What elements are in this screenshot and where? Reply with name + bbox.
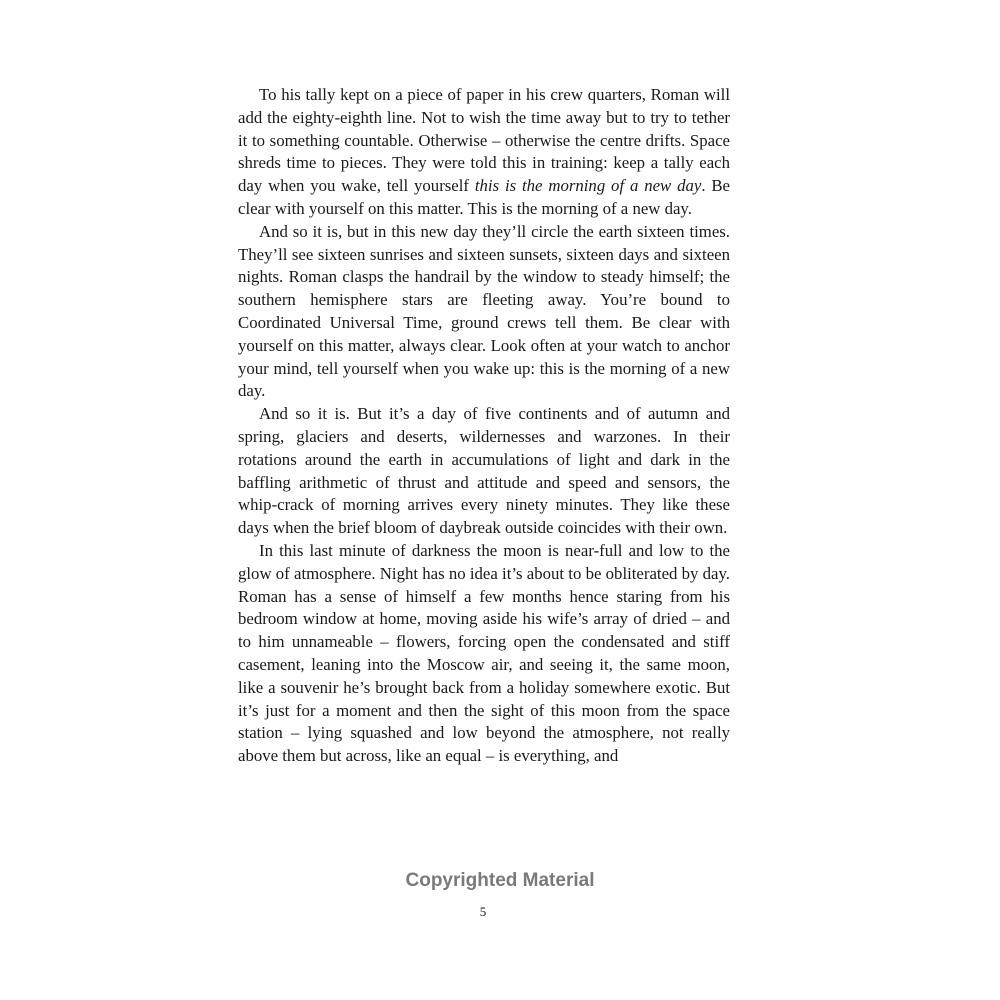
paragraph-2: And so it is, but in this new day they’ll circle the earth sixteen times. They’ll see sixteen sunrises and sixteen sunsets, sixteen days and sixteen nights. Roman clasps the handrail by the window to steady himself; the southern hemisphere stars are fleeting away. You’re bound to Coordinated Universal Time, ground crews tell them. Be clear with yourself on this matter, always clear. Look often at your watch to anchor your mind, tell yourself when you wake up: this is the morning of a new day. xyxy=(238,221,730,401)
paragraph-1-italic-phrase: this is the morning of a new day xyxy=(474,176,702,196)
paragraph-1 xyxy=(238,84,730,221)
body-text xyxy=(238,84,730,768)
paragraph-1-text-a: To his tally kept on a piece of paper in his crew quarters, Roman will add the eighty-eighth line. Not to wish the time away but to try to tether it to something countable. Otherwise – otherwise the centre drifts. Space shreds time to pieces. They were told this in training: keep a tally each day when you wake, tell yourself xyxy=(238,85,730,196)
paragraph-1-text-b: . Be clear with yourself on this matter. This is the morning of a new day. xyxy=(238,176,730,218)
paragraph-3: And so it is. But it’s a day of five continents and of autumn and spring, glaciers and deserts, wildernesses and warzones. In their rotations around the earth in accumulations of light and dark in the baffling arithmetic of thrust and attitude and speed and sensors, the whip-crack of morning arrives every ninety minutes. They like these days when the brief bloom of daybreak outside coincides with their own. xyxy=(238,404,730,538)
page-number: 5 xyxy=(479,904,487,919)
paragraph-4: In this last minute of darkness the moon is near-full and low to the glow of atmosphere. Night has no idea it’s about to be obliterated by day. Roman has a sense of himself a few months hence staring from his bedroom window at home, moving aside his wife’s array of dried – and to him unnameable – flowers, forcing open the condensated and stiff casement, leaning into the Moscow air, and seeing it, the same moon, like a souvenir he’s brought back from a holiday somewhere exotic. But it’s just for a moment and then the sight of this moon from the space station – lying squashed and low beyond the atmosphere, not really above them but across, like an equal – is everything, and xyxy=(238,540,730,766)
copyright-watermark: Copyrighted Material xyxy=(405,870,595,891)
